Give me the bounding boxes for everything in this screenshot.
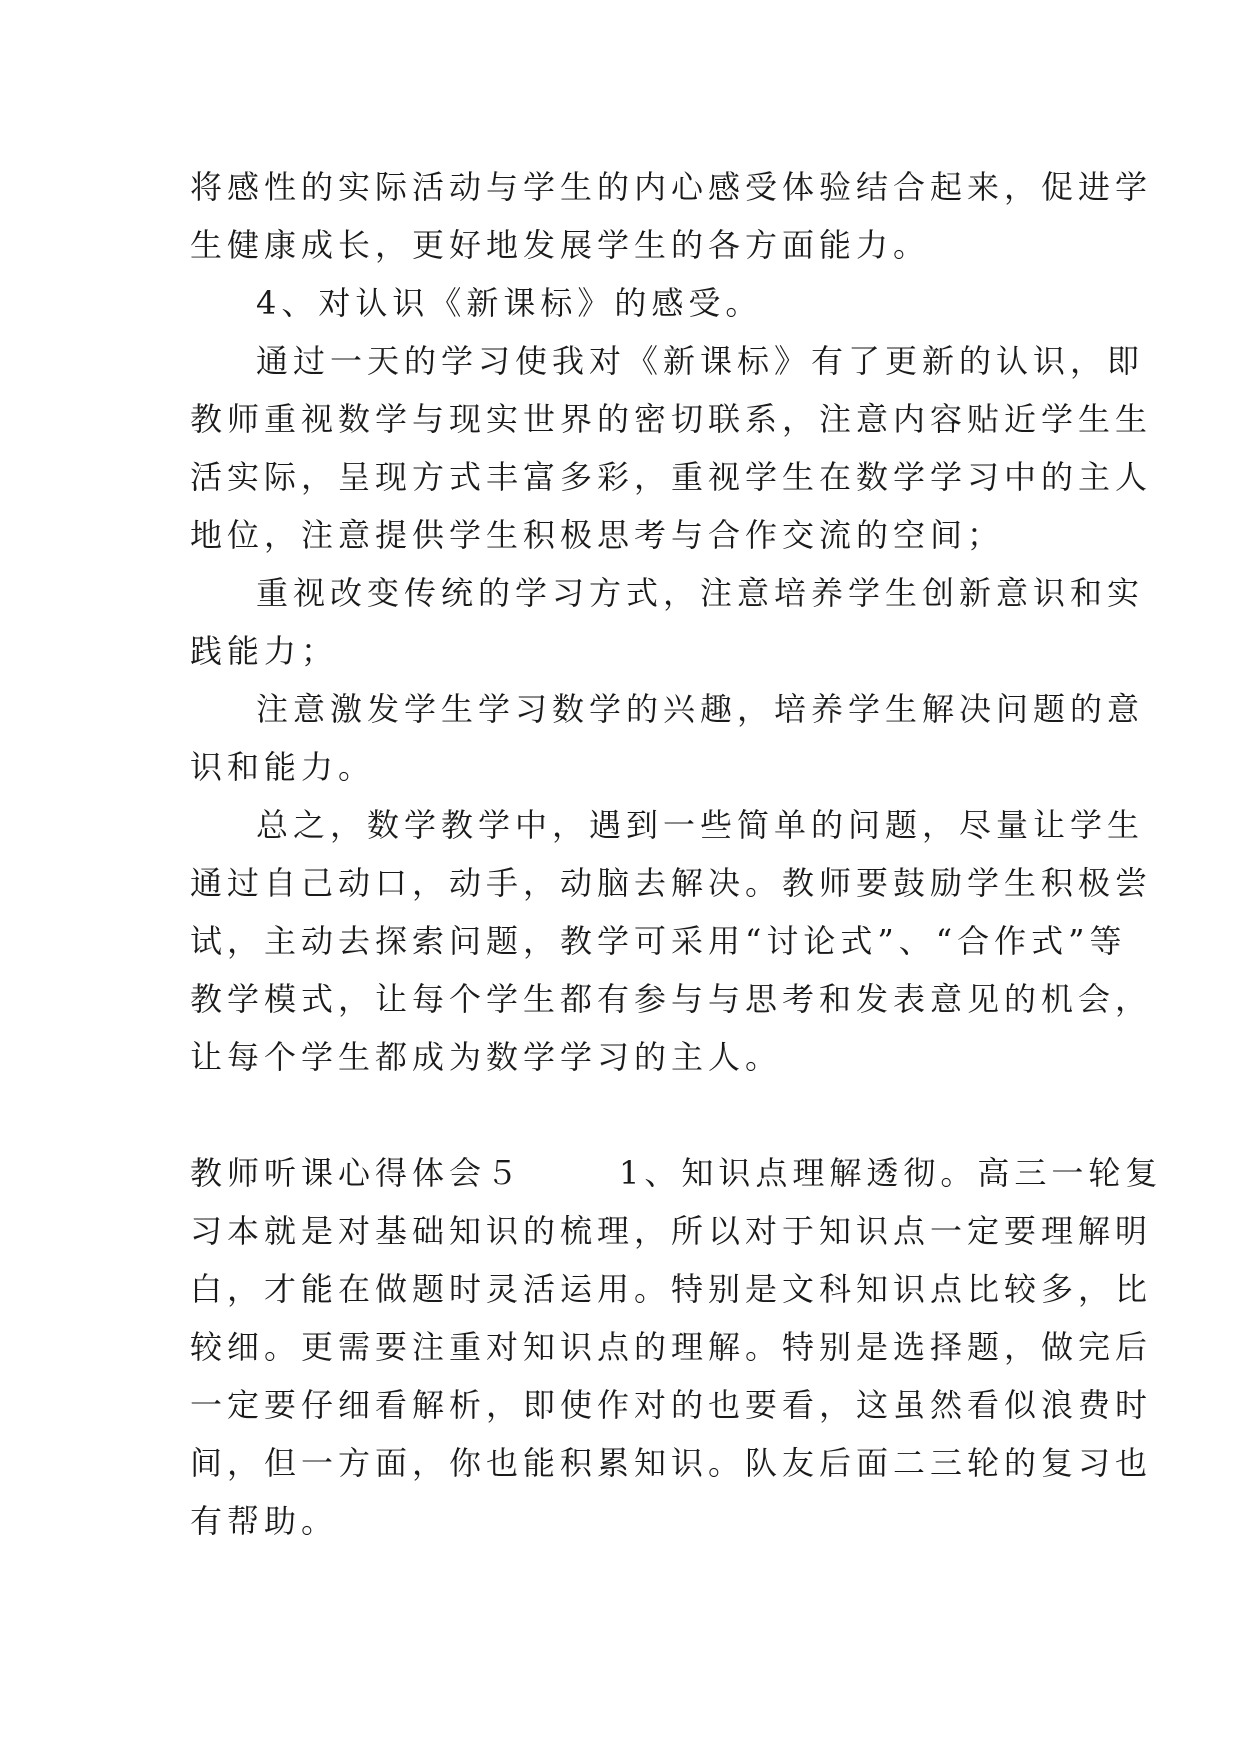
- text-line: 试，主动去探索问题，教学可采用“讨论式”、“合作式”等: [190, 922, 1127, 960]
- text-line: 一定要仔细看解析，即使作对的也要看，这虽然看似浪费时: [190, 1386, 1153, 1424]
- item-heading: 4、对认识《新课标》的感受。: [256, 284, 763, 322]
- document-body: [190, 158, 1163, 1550]
- text-line: 地位，注意提供学生积极思考与合作交流的空间；: [190, 516, 1005, 554]
- text-line: 通过自己动口，动手，动脑去解决。教师要鼓励学生积极尝: [190, 864, 1153, 902]
- text-line: 间，但一方面，你也能积累知识。队友后面二三轮的复习也: [190, 1444, 1153, 1482]
- section-first-text: 1、知识点理解透彻。高三一轮复: [619, 1154, 1163, 1192]
- text-line: 白，才能在做题时灵活运用。特别是文科知识点比较多，比: [190, 1270, 1153, 1308]
- text-line: 识和能力。: [190, 748, 376, 786]
- text-line: 让每个学生都成为数学学习的主人。: [190, 1038, 783, 1076]
- text-line: 通过一天的学习使我对《新课标》有了更新的认识，即: [256, 342, 1145, 380]
- section-heading-line: [190, 1144, 1163, 1202]
- text-line: 教师重视数学与现实世界的密切联系，注意内容贴近学生生: [190, 400, 1153, 438]
- text-line: 注意激发学生学习数学的兴趣，培养学生解决问题的意: [256, 690, 1145, 728]
- text-line: 将感性的实际活动与学生的内心感受体验结合起来，促进学: [190, 168, 1153, 206]
- section-gap: [190, 1086, 1050, 1144]
- text-line: 有帮助。: [190, 1502, 339, 1540]
- text-line: 较细。更需要注重对知识点的理解。特别是选择题，做完后: [190, 1328, 1153, 1366]
- text-line: 总之，数学教学中，遇到一些简单的问题，尽量让学生: [256, 806, 1145, 844]
- text-line: 生健康成长，更好地发展学生的各方面能力。: [190, 226, 931, 264]
- text-line: 教学模式，让每个学生都有参与与思考和发表意见的机会，: [190, 980, 1153, 1018]
- text-line: 重视改变传统的学习方式，注意培养学生创新意识和实: [256, 574, 1145, 612]
- text-line: 习本就是对基础知识的梳理，所以对于知识点一定要理解明: [190, 1212, 1153, 1250]
- section-title: 教师听课心得体会５: [190, 1154, 524, 1192]
- text-line: 活实际，呈现方式丰富多彩，重视学生在数学学习中的主人: [190, 458, 1153, 496]
- text-line: 践能力；: [190, 632, 339, 670]
